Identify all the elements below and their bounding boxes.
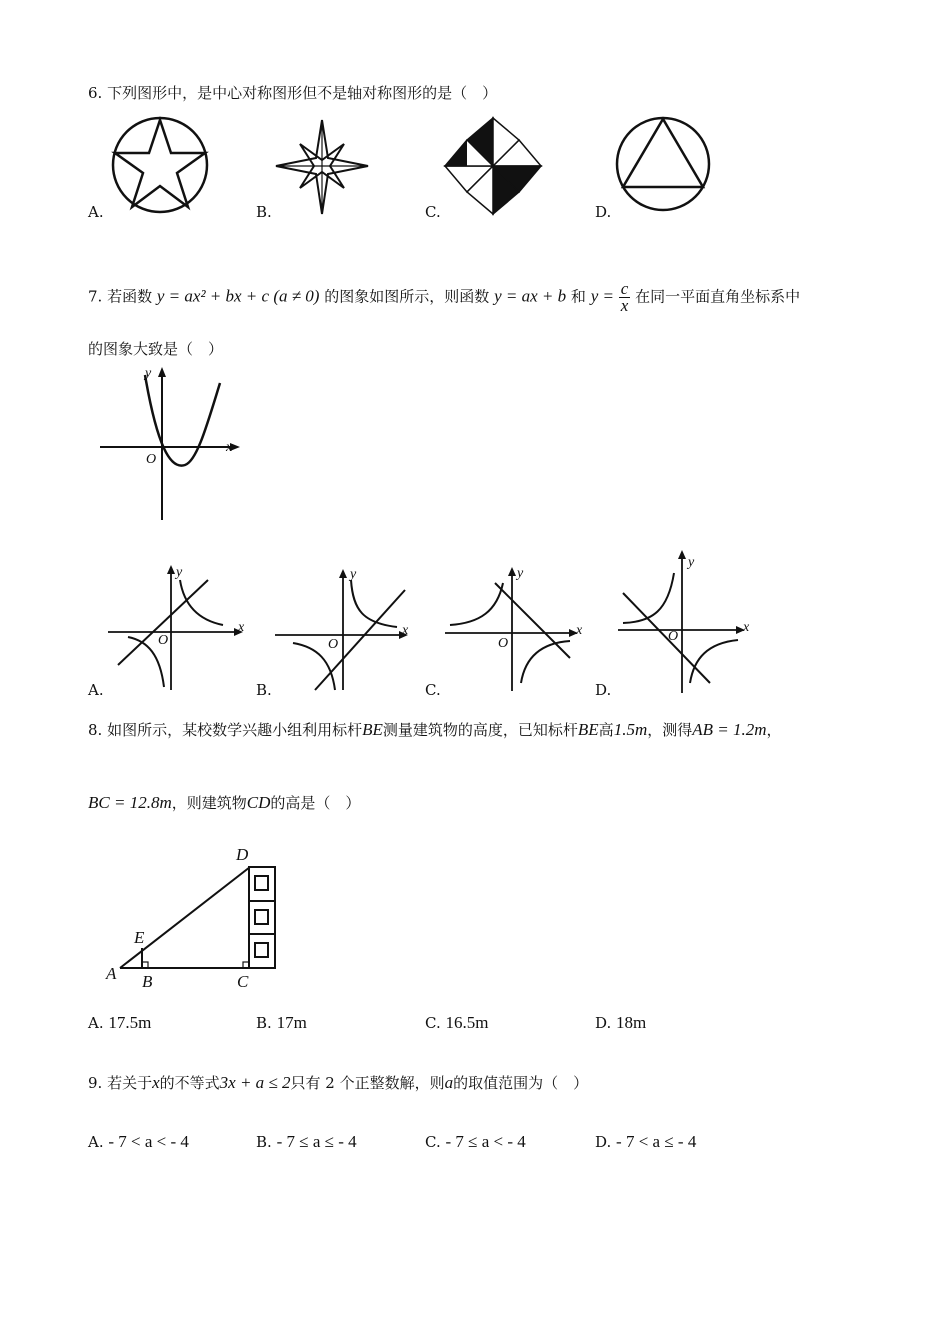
- q9-option-c-label: C.: [425, 1133, 441, 1151]
- q8-ab: AB = 1.2m: [692, 720, 767, 739]
- q8-option-d-label: D.: [595, 1014, 612, 1032]
- q8-point-c: C: [237, 972, 249, 991]
- q7-option-c[interactable]: C.: [425, 681, 441, 699]
- q6-option-d[interactable]: D.: [595, 203, 612, 221]
- q8-option-a-label: A.: [88, 1014, 104, 1032]
- q9-option-b-value: - 7 ≤ a ≤ - 4: [276, 1132, 357, 1151]
- q7-c-axis-y: y: [517, 566, 524, 581]
- q7-mid-text: 的图象如图所示，则函数: [324, 287, 490, 306]
- q8-p7: 的高是（ ）: [270, 794, 361, 812]
- q7-option-d[interactable]: D.: [595, 681, 612, 699]
- q6-figure-d-triangle-in-circle: [615, 115, 711, 213]
- q9-option-b[interactable]: [256, 1132, 357, 1152]
- q9-option-c[interactable]: [425, 1132, 526, 1152]
- q8-question-line1: [88, 720, 782, 740]
- q7-question-line1: [88, 281, 800, 314]
- q6-figure-c-pinwheel: [445, 118, 541, 214]
- q8-point-d: D: [236, 845, 249, 864]
- q7-main-axis-y: y: [145, 366, 152, 381]
- q9-p1: 9. 若关于: [88, 1074, 153, 1092]
- q8-be: BE: [362, 720, 383, 739]
- q7-d-axis-x: x: [743, 620, 750, 635]
- q8-p3: 高: [598, 721, 614, 739]
- q8-bc: BC = 12.8m: [88, 793, 172, 812]
- q9-question-text: [88, 1073, 588, 1093]
- q6-question-text: 6. 下列图形中，是中心对称图形但不是轴对称图形的是（ ）: [88, 84, 498, 102]
- q7-b-axis-x: x: [402, 623, 409, 638]
- q8-p1: 8. 如图所示，某校数学兴趣小组利用标杆: [88, 721, 363, 739]
- q7-inverse-lhs: y =: [590, 286, 614, 306]
- q7-suffix: 在同一平面直角坐标系中: [635, 287, 801, 306]
- q8-p4: ，测得: [647, 721, 693, 739]
- q8-option-a-value: 17.5m: [108, 1013, 152, 1032]
- q7-option-a[interactable]: A.: [88, 681, 104, 699]
- q9-option-a-value: - 7 < a < - 4: [108, 1132, 189, 1151]
- q6-option-b[interactable]: B.: [256, 203, 272, 221]
- q8-option-d[interactable]: [595, 1013, 646, 1033]
- q9-option-c-value: - 7 ≤ a < - 4: [445, 1132, 526, 1151]
- q9-option-d-label: D.: [595, 1133, 612, 1151]
- q9-p2: 的不等式: [159, 1074, 220, 1092]
- q8-point-a: A: [106, 964, 117, 983]
- q9-a: a: [444, 1073, 454, 1092]
- q8-p5: ，: [766, 721, 782, 739]
- q7-quadratic-formula: y = ax² + bx + c (a ≠ 0): [156, 286, 320, 306]
- q9-p3: 只有 2 个正整数解，则: [290, 1074, 445, 1092]
- q8-option-a[interactable]: [88, 1013, 151, 1033]
- q7-parabola-graph: [95, 365, 245, 525]
- q7-c-axis-x: x: [576, 623, 583, 638]
- q7-inverse-fraction: [619, 281, 631, 314]
- q6-figure-a-star-in-circle: [110, 115, 210, 215]
- q8-be2: BE: [577, 720, 599, 739]
- q6-figure-b-compass-star: [275, 118, 370, 216]
- q7-b-axis-y: y: [350, 567, 357, 582]
- q7-main-axis-x: x: [226, 440, 233, 455]
- q7-option-b-graph: [275, 565, 415, 693]
- q8-point-e: E: [134, 928, 145, 947]
- q7-b-origin: O: [328, 637, 339, 652]
- q7-question-line2: 的图象大致是（ ）: [88, 340, 224, 358]
- q6-option-c[interactable]: C.: [425, 203, 441, 221]
- q9-option-b-label: B.: [256, 1133, 272, 1151]
- q7-and: 和: [570, 287, 586, 306]
- q7-linear-formula: y = ax + b: [494, 286, 567, 306]
- q7-c-origin: O: [498, 636, 509, 651]
- q8-question-line2: [88, 793, 360, 813]
- q9-p4: 的取值范围为（ ）: [453, 1074, 589, 1092]
- q9-inequality: 3x + a ≤ 2: [219, 1073, 291, 1092]
- q9-option-d-value: - 7 < a ≤ - 4: [616, 1132, 697, 1151]
- q9-option-a[interactable]: [88, 1132, 189, 1152]
- q8-option-d-value: 18m: [616, 1013, 647, 1032]
- q7-main-origin: O: [146, 452, 157, 467]
- q7-option-b[interactable]: B.: [256, 681, 272, 699]
- q8-option-c[interactable]: [425, 1013, 488, 1033]
- q8-option-c-value: 16.5m: [445, 1013, 489, 1032]
- q6-option-a[interactable]: A.: [88, 203, 104, 221]
- q9-option-a-label: A.: [88, 1133, 104, 1151]
- q7-prefix: 7. 若函数: [88, 287, 153, 306]
- q7-inverse-den: x: [620, 296, 629, 315]
- q7-a-axis-y: y: [176, 565, 183, 580]
- q8-point-b: B: [142, 972, 153, 991]
- q8-option-b[interactable]: [256, 1013, 307, 1033]
- q7-d-axis-y: y: [688, 555, 695, 570]
- q8-p2: 测量建筑物的高度，已知标杆: [382, 721, 578, 739]
- q8-height: 1.5m: [613, 720, 648, 739]
- q7-option-a-graph: [108, 565, 248, 693]
- q7-a-origin: O: [158, 633, 169, 648]
- q7-inverse-num: c: [620, 279, 629, 298]
- q7-d-origin: O: [668, 629, 679, 644]
- q8-building-figure: [115, 845, 285, 975]
- q9-option-d[interactable]: [595, 1132, 696, 1152]
- q7-a-axis-x: x: [238, 620, 245, 635]
- q9-x: x: [152, 1073, 160, 1092]
- q8-cd: CD: [246, 793, 271, 812]
- q8-p6: ，则建筑物: [171, 794, 247, 812]
- q8-option-b-value: 17m: [276, 1013, 307, 1032]
- q8-option-c-label: C.: [425, 1014, 441, 1032]
- q7-option-c-graph: [445, 563, 585, 693]
- q8-option-b-label: B.: [256, 1014, 272, 1032]
